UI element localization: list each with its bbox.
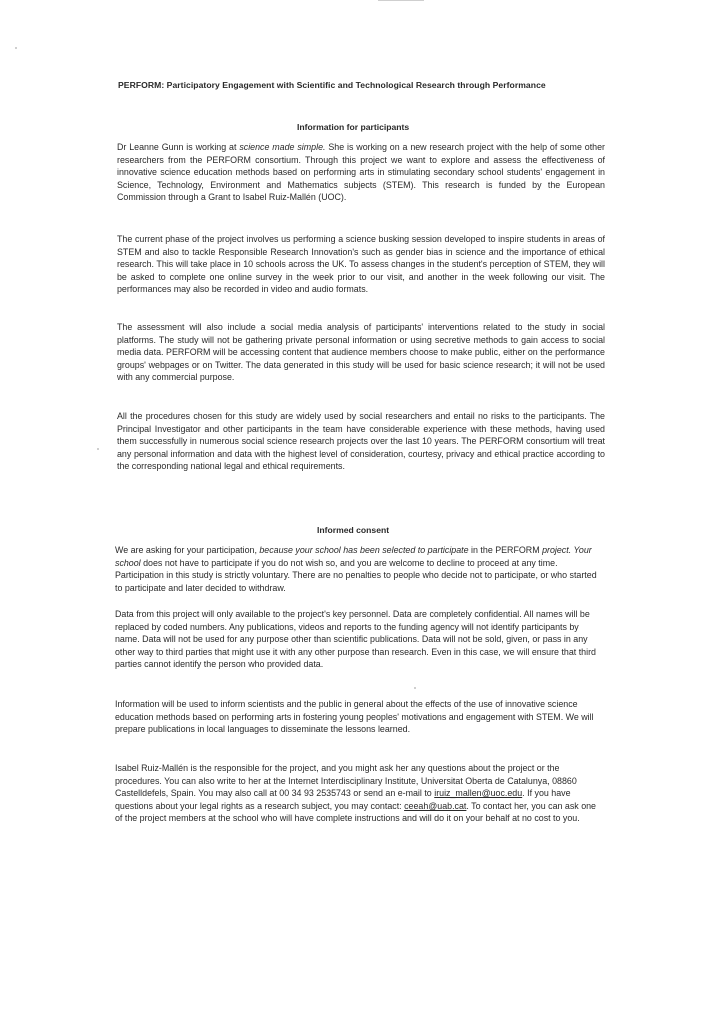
consent-paragraph-1: We are asking for your participation, because your school has been selected to participate in the PERFORM project. Your school does not have to participate if you do not wish so, and you are welcome to decline to proceed at any time. Participation in this study is strictly voluntary. There are no penalties to people who decide not to participate, or who started to participate and later decided to withdraw.: [115, 545, 597, 593]
document-title: PERFORM: Participatory Engagement with Scientific and Technological Research through Performance: [118, 80, 546, 90]
info-paragraph-3: The assessment will also include a social media analysis of participants' interventions related to the study in social platforms. The study will not be gathering private personal information or using secretive methods to gain access to social media data. PERFORM will be accessing content that audience members choose to make public, either on the performance groups' webpages or on Twitter. The data generated in this study will be used for basic science research; it will not be used with any commercial purpose.: [117, 322, 605, 383]
scan-speck: [414, 687, 416, 689]
consent-paragraph-2: Data from this project will only available to the project's key personnel. Data are completely confidential. All names will be replaced by coded numbers. Any publications, videos and reports to the funding agency will not identify participants by name. Data will not be used for any purpose other than scientific publications. Data will not be sold, given, or pass in any other way to third parties that might use it with any other purpose than research. Even in this case, we will ensure that third parties cannot identify the person who provided data.: [115, 609, 596, 670]
scan-artifact-top: [378, 0, 424, 1]
info-section-heading: Information for participants: [297, 122, 410, 132]
email-link-uoc[interactable]: iruiz_mallen@uoc.edu: [434, 788, 523, 799]
consent-section-heading: Informed consent: [317, 525, 390, 535]
info-paragraph-4: All the procedures chosen for this study are widely used by social researchers and entail no risks to the participants. The Principal Investigator and other participants in the team have considerable experience with these methods, having used them successfully in numerous social science research projects over the last 10 years. The PERFORM consortium will treat any personal information and data with the highest level of consideration, courtesy, privacy and ethical practice according to the corresponding national legal and ethical requirements.: [117, 411, 605, 472]
email-link-uab[interactable]: ceeah@uab.cat: [404, 800, 467, 811]
info-paragraph-1: Dr Leanne Gunn is working at science made simple. She is working on a new research project with the help of some other researchers from the PERFORM consortium. Through this project we want to explore and assess the effectiveness of innovative science education methods based on performing arts in stimulating secondary school students' engagement in Science, Technology, Environment and Mathematics subjects (STEM). This research is funded by the European Commission through a Grant to Isabel Ruiz-Mallén (UOC).: [117, 142, 605, 203]
consent-paragraph-4: Isabel Ruiz-Mallén is the responsible for the project, and you might ask her any questions about the project or the procedures. You can also write to her at the Internet Interdisciplinary Institute, Universitat Oberta de Catalunya, 08860 Castelldefels, Spain. You may also call at 00 34 93 2535743 or send an e-mail to iruiz_mallen@uoc.edu. If you have questions about your legal rights as a research subject, you may contact: ceeah@uab.cat. To contact her, you can ask one of the project members at the school who will have complete instructions and will do it on your behalf at no cost to you.: [115, 763, 596, 824]
scan-speck: [15, 47, 17, 49]
scan-speck: [97, 448, 99, 450]
consent-paragraph-3: Information will be used to inform scientists and the public in general about the effects of the use of innovative science education methods based on performing arts in fostering young peoples' motivations and engagement with STEM. We will prepare publications in local languages to disseminate the lessons learned.: [115, 699, 594, 735]
info-paragraph-2: The current phase of the project involves us performing a science busking session developed to inspire students in areas of STEM and also to tackle Responsible Research Innovation's such as gender bias in science and the importance of ethical research. This will take place in 10 schools across the UK. To assess changes in the student's perception of STEM, they will be asked to complete one online survey in the week prior to our visit, and another in the week following our visit. The performances may also be recorded in video and audio formats.: [117, 234, 605, 295]
